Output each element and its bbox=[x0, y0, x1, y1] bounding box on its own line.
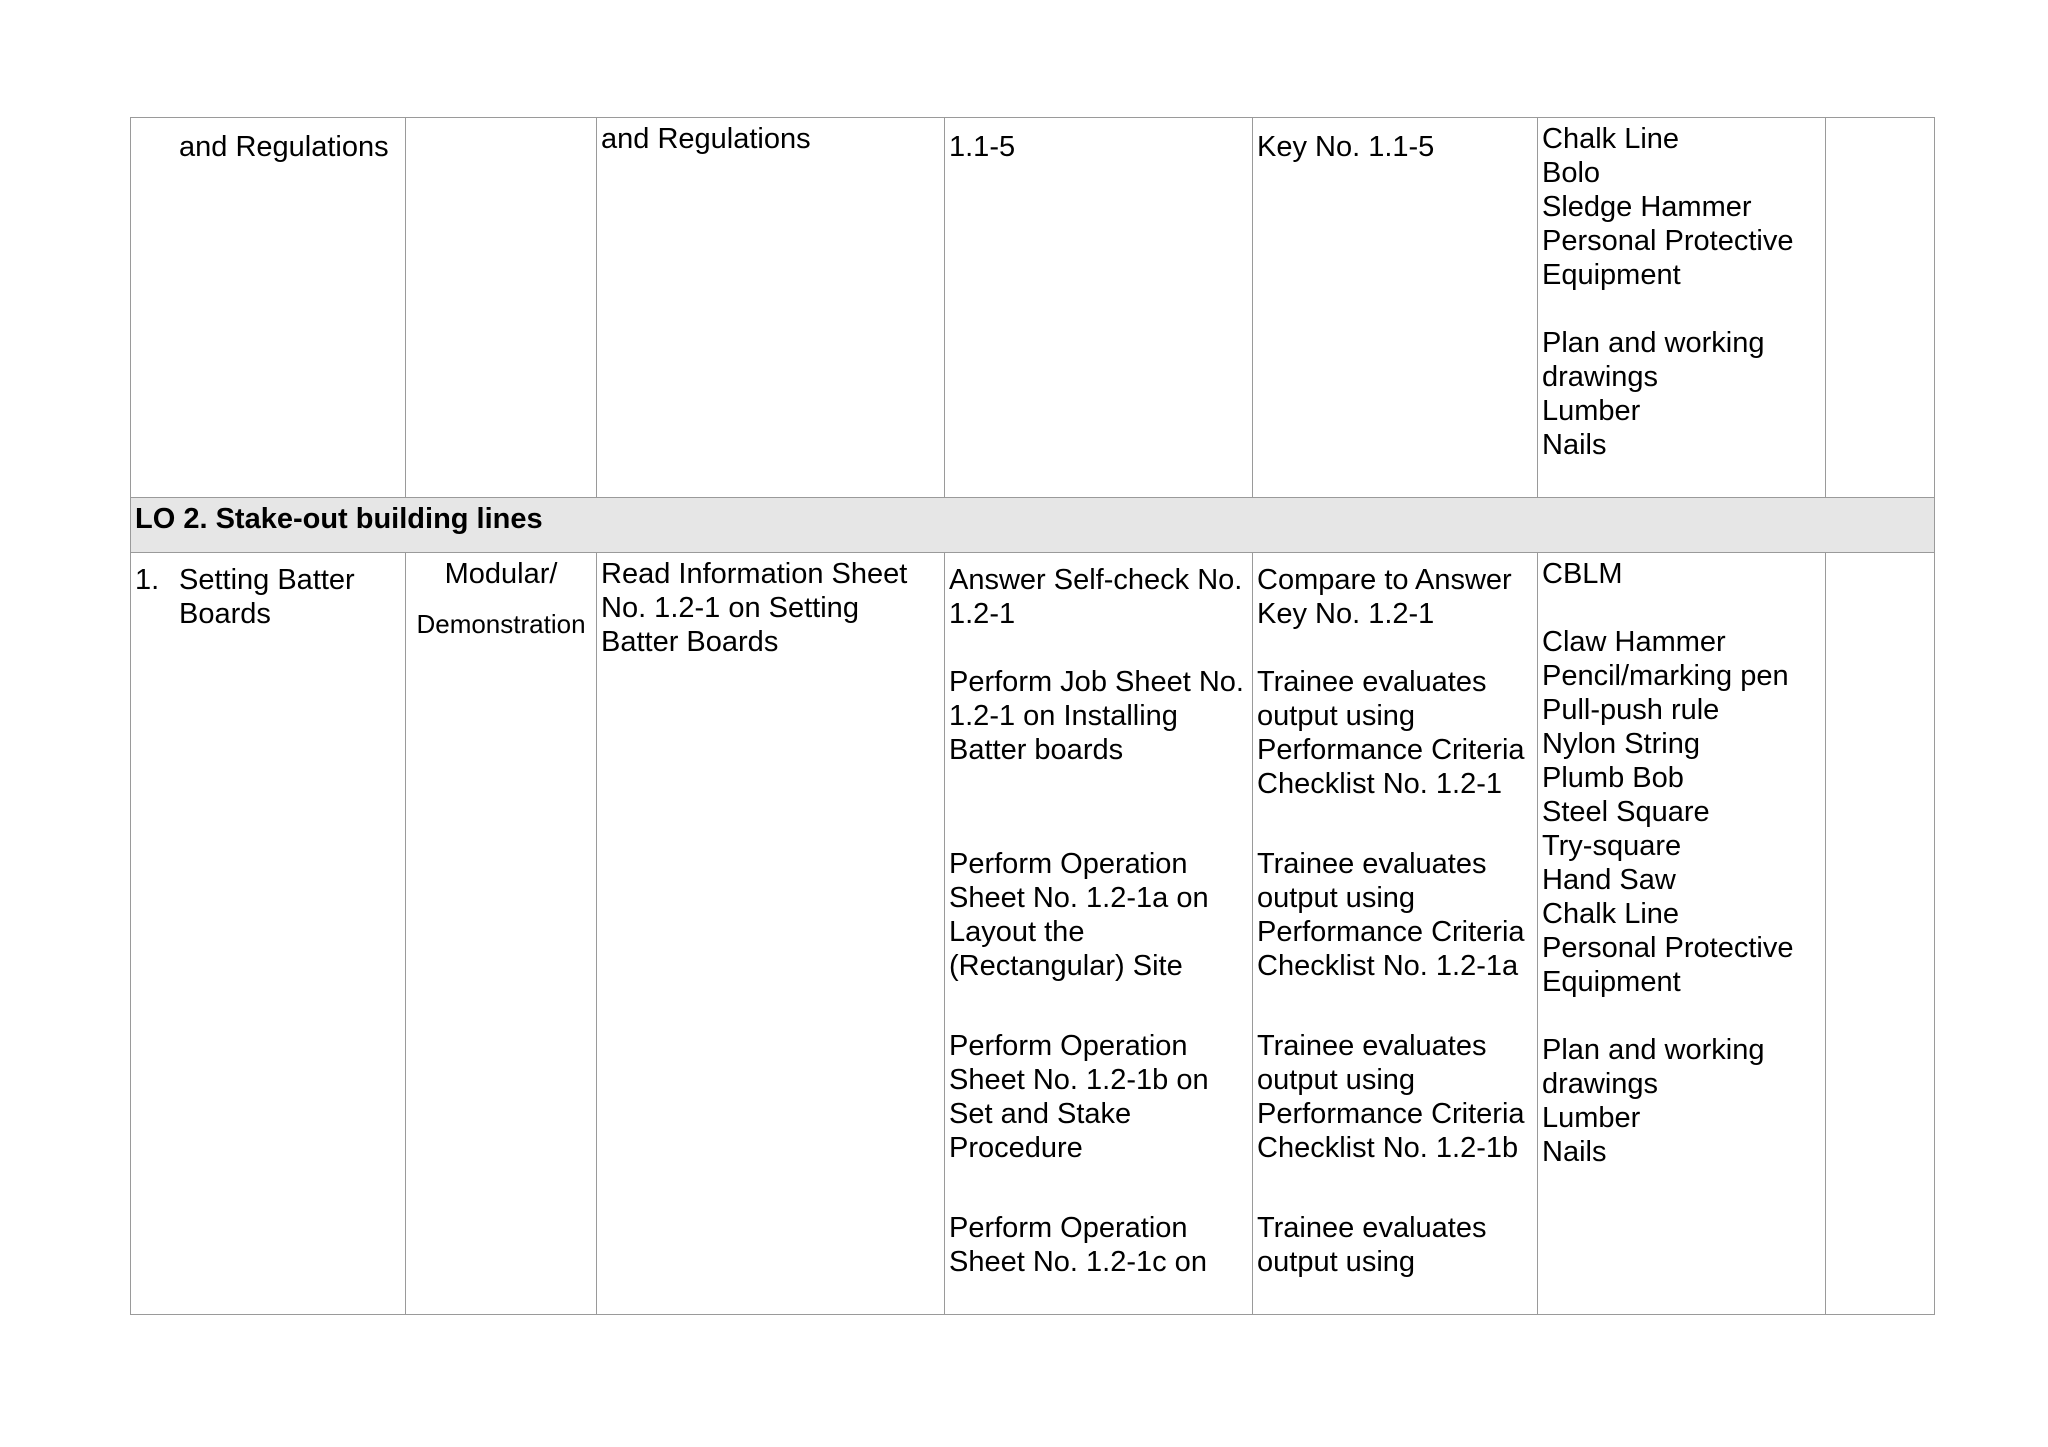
method-text: Modular/ bbox=[444, 558, 558, 590]
cell-feedback bbox=[1253, 553, 1538, 1315]
cell-timeframe bbox=[1826, 118, 1935, 498]
resource-item: Steel Square bbox=[1542, 796, 1710, 828]
resource-item: Plan and working drawings bbox=[1542, 327, 1765, 393]
resource-item: Try-square bbox=[1542, 830, 1682, 862]
resource-item: Plan and working drawings bbox=[1542, 1034, 1765, 1100]
resource-item: CBLM bbox=[1542, 558, 1623, 590]
cell-presentation bbox=[597, 118, 945, 498]
cell-text: and Regulations bbox=[179, 131, 389, 163]
resource-item: Bolo bbox=[1542, 157, 1601, 189]
cell-text: 1.1-5 bbox=[949, 131, 1016, 163]
cell-content bbox=[131, 118, 406, 498]
learning-outcome-heading bbox=[131, 498, 1935, 553]
cell-practice bbox=[945, 118, 1253, 498]
feedback-item: Trainee evaluates output using Performance Criteria Checklist No. 1.2-1 bbox=[1257, 666, 1525, 800]
resource-item: Sledge Hammer bbox=[1542, 191, 1752, 223]
table-row-learning-outcome bbox=[131, 498, 1935, 553]
feedback-item: Trainee evaluates output using Performance Criteria Checklist No. 1.2-1a bbox=[1257, 848, 1525, 982]
resource-item: Lumber bbox=[1542, 395, 1641, 427]
table-row-continuation bbox=[131, 118, 1935, 498]
feedback-item: Compare to Answer Key No. 1.2-1 bbox=[1257, 564, 1512, 630]
cell-feedback bbox=[1253, 118, 1538, 498]
list-number: 1. bbox=[135, 564, 160, 596]
resource-item: Chalk Line bbox=[1542, 123, 1680, 155]
practice-item: Perform Operation Sheet No. 1.2-1a on Layout the (Rectangular) Site bbox=[949, 848, 1209, 982]
cell-practice bbox=[945, 553, 1253, 1315]
resource-item: Personal Protective Equipment bbox=[1542, 932, 1794, 998]
practice-item: Perform Operation Sheet No. 1.2-1c on bbox=[949, 1212, 1207, 1278]
cell-resources bbox=[1538, 118, 1826, 498]
resource-item: Lumber bbox=[1542, 1102, 1641, 1134]
feedback-item: Trainee evaluates output using Performance Criteria Checklist No. 1.2-1b bbox=[1257, 1030, 1525, 1164]
resource-item: Plumb Bob bbox=[1542, 762, 1684, 794]
learning-outcome-label: LO 2. Stake-out building lines bbox=[135, 503, 543, 535]
cell-timeframe bbox=[1826, 553, 1935, 1315]
table-row bbox=[131, 553, 1935, 1315]
list-item-text: Setting Batter Boards bbox=[179, 564, 355, 630]
learning-plan-table bbox=[130, 117, 1935, 1315]
cell-method bbox=[406, 118, 597, 498]
practice-item: Perform Job Sheet No. 1.2-1 on Installing Batter boards bbox=[949, 666, 1244, 766]
resource-item: Hand Saw bbox=[1542, 864, 1676, 896]
cell-method bbox=[406, 553, 597, 1315]
cell-text: and Regulations bbox=[601, 123, 811, 155]
practice-item: Perform Operation Sheet No. 1.2-1b on Set and Stake Procedure bbox=[949, 1030, 1209, 1164]
method-text: Demonstration bbox=[416, 609, 586, 639]
resource-item: Nails bbox=[1542, 429, 1607, 461]
practice-item: Answer Self-check No. 1.2-1 bbox=[949, 564, 1243, 630]
resource-item: Pencil/marking pen bbox=[1542, 660, 1789, 692]
resource-item: Chalk Line bbox=[1542, 898, 1680, 930]
content-list-item bbox=[135, 563, 401, 631]
resource-item: Claw Hammer bbox=[1542, 626, 1726, 658]
resource-item: Personal Protective Equipment bbox=[1542, 225, 1794, 291]
cell-content bbox=[131, 553, 406, 1315]
presentation-text: Read Information Sheet No. 1.2-1 on Setting Batter Boards bbox=[601, 558, 908, 658]
resource-item: Nylon String bbox=[1542, 728, 1700, 760]
feedback-item: Trainee evaluates output using bbox=[1257, 1212, 1487, 1278]
cell-text: Key No. 1.1-5 bbox=[1257, 131, 1435, 163]
resource-item: Nails bbox=[1542, 1136, 1607, 1168]
cell-resources bbox=[1538, 553, 1826, 1315]
cell-presentation bbox=[597, 553, 945, 1315]
resource-item: Pull-push rule bbox=[1542, 694, 1720, 726]
